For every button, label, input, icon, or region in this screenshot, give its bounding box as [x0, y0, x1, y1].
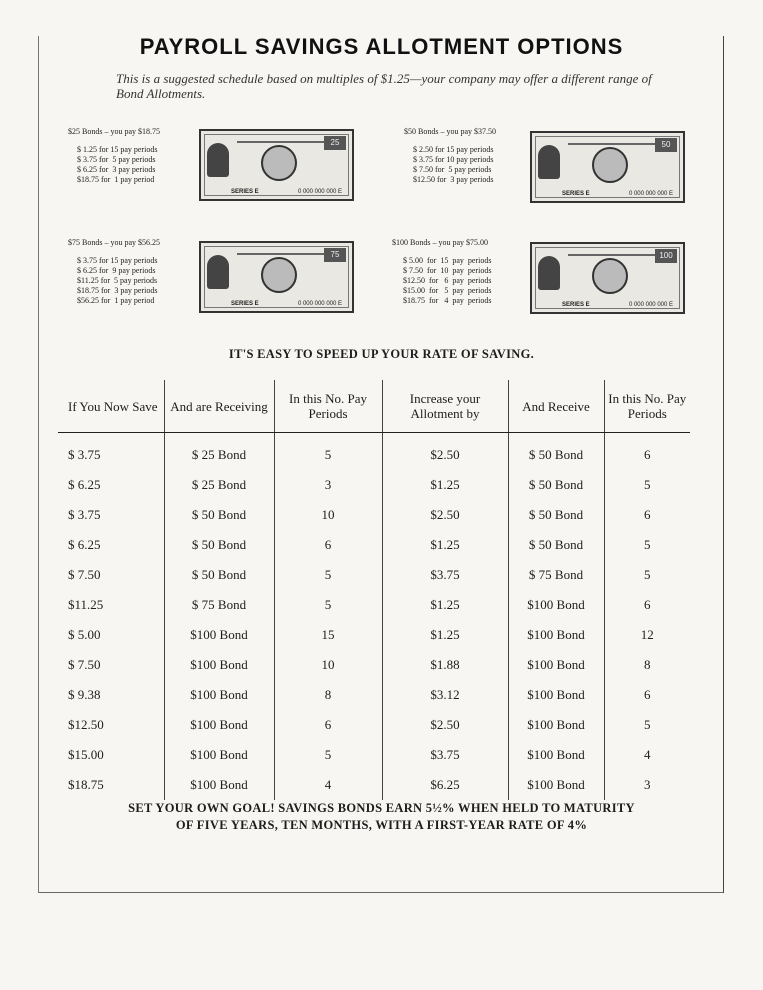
portrait-icon [207, 143, 229, 177]
portrait-icon [538, 256, 560, 290]
page-title: PAYROLL SAVINGS ALLOTMENT OPTIONS [139, 34, 624, 59]
column-header: In this No. Pay Periods [274, 380, 382, 433]
bond-payment-line: $ 7.50 for 10 pay periods [403, 266, 492, 275]
table-cell: $ 50 Bond [508, 530, 604, 560]
bond-denomination: 50 [655, 138, 677, 152]
table-cell: $3.12 [382, 680, 508, 710]
table-row [58, 560, 690, 590]
bond-heading: $50 Bonds – you pay $37.50 [404, 127, 496, 136]
table-cell: 5 [274, 590, 382, 620]
table-row [58, 620, 690, 650]
table-cell: 8 [274, 680, 382, 710]
bond-denomination: 100 [655, 249, 677, 263]
table-cell: $1.25 [382, 530, 508, 560]
portrait-icon [538, 145, 560, 179]
bond-denomination: 25 [324, 136, 346, 150]
table-cell: $100 Bond [508, 650, 604, 680]
bond-block-75 [68, 238, 398, 323]
eagle-seal-icon [592, 258, 628, 294]
table-cell: $ 50 Bond [508, 500, 604, 530]
table-cell: $2.50 [382, 433, 508, 471]
bond-payment-line: $15.00 for 5 pay periods [403, 286, 492, 295]
bond-payment-line: $ 6.25 for 9 pay periods [77, 266, 156, 275]
table-cell: $100 Bond [508, 740, 604, 770]
bond-certificate-image [530, 131, 685, 203]
table-cell: 5 [274, 433, 382, 471]
table-cell: $12.50 [68, 717, 104, 732]
table-cell: $6.25 [382, 770, 508, 800]
bond-heading: $100 Bonds – you pay $75.00 [392, 238, 488, 247]
table-cell: $ 50 Bond [508, 433, 604, 471]
bond-payment-line: $ 3.75 for 10 pay periods [413, 155, 494, 164]
bond-series: SERIES E [231, 189, 259, 195]
table-cell: $100 Bond [508, 680, 604, 710]
table-cell: $ 7.50 [68, 567, 101, 582]
bond-series: SERIES E [562, 302, 590, 308]
table-cell: $ 6.25 [68, 477, 101, 492]
table-cell: 4 [604, 740, 690, 770]
table-cell: 4 [274, 770, 382, 800]
table-cell: 5 [274, 560, 382, 590]
table-header-row [58, 380, 690, 433]
table-cell: $ 50 Bond [164, 530, 274, 560]
bond-payment-line: $18.75 for 4 pay periods [403, 296, 492, 305]
table-row [58, 740, 690, 770]
bond-payment-line: $ 2.50 for 15 pay periods [413, 145, 494, 154]
column-header: And are Receiving [164, 380, 274, 433]
bond-serial: 0 000 000 000 E [628, 302, 673, 308]
bond-heading: $75 Bonds – you pay $56.25 [68, 238, 160, 247]
eagle-seal-icon [261, 145, 297, 181]
table-row [58, 590, 690, 620]
table-cell: $ 3.75 [68, 447, 101, 462]
bond-heading: $25 Bonds – you pay $18.75 [68, 127, 160, 136]
bond-serial: 0 000 000 000 E [628, 191, 673, 197]
column-header: In this No. Pay Periods [604, 380, 690, 433]
table-cell: 10 [274, 500, 382, 530]
table-cell: $1.25 [382, 470, 508, 500]
table-cell: 5 [604, 530, 690, 560]
table-cell: 6 [604, 433, 690, 471]
bond-denomination: 75 [324, 248, 346, 262]
table-cell: 6 [604, 500, 690, 530]
bond-serial: 0 000 000 000 E [297, 301, 342, 307]
table-cell: $100 Bond [508, 710, 604, 740]
table-cell: $2.50 [382, 710, 508, 740]
intro-text: This is a suggested schedule based on multiples of $1.25—your company may offer a different range of Bond Allotments. [116, 71, 652, 101]
table-cell: $100 Bond [164, 740, 274, 770]
table-cell: $100 Bond [164, 620, 274, 650]
table-cell: $100 Bond [164, 680, 274, 710]
table-cell: $ 25 Bond [164, 433, 274, 471]
table-cell: $100 Bond [508, 590, 604, 620]
section-subheading: IT'S EASY TO SPEED UP YOUR RATE OF SAVING. [228, 347, 535, 361]
bond-payment-line: $ 5.00 for 15 pay periods [403, 256, 492, 265]
table-cell: $ 6.25 [68, 537, 101, 552]
bond-block-25 [68, 127, 398, 212]
table-cell: 5 [604, 710, 690, 740]
table-cell: $11.25 [68, 597, 104, 612]
table-cell: 5 [604, 560, 690, 590]
table-cell: 6 [604, 590, 690, 620]
table-cell: 3 [274, 470, 382, 500]
footer-line: SET YOUR OWN GOAL! SAVINGS BONDS EARN 5½% WHEN HELD TO MATURITY [128, 801, 635, 815]
table-cell: 12 [604, 620, 690, 650]
bond-payment-line: $18.75 for 1 pay period [77, 175, 155, 184]
table-body [58, 433, 690, 801]
table-cell: $2.50 [382, 500, 508, 530]
bond-payment-line: $12.50 for 3 pay periods [413, 175, 494, 184]
bond-payment-line: $ 3.75 for 15 pay periods [77, 256, 158, 265]
table-row [58, 530, 690, 560]
bond-block-50 [404, 127, 734, 212]
table-cell: $ 5.00 [68, 627, 101, 642]
portrait-icon [207, 255, 229, 289]
table-row [58, 500, 690, 530]
bond-serial: 0 000 000 000 E [297, 189, 342, 195]
table-cell: $100 Bond [508, 770, 604, 800]
bond-payment-line: $18.75 for 3 pay periods [77, 286, 158, 295]
table-cell: $ 50 Bond [164, 500, 274, 530]
table-cell: $18.75 [68, 777, 104, 792]
bond-payment-line: $ 1.25 for 15 pay periods [77, 145, 158, 154]
table-cell: 15 [274, 620, 382, 650]
eagle-seal-icon [261, 257, 297, 293]
table-cell: $100 Bond [164, 770, 274, 800]
table-cell: 3 [604, 770, 690, 800]
bond-certificate-image [530, 242, 685, 314]
bond-payment-line: $ 3.75 for 5 pay periods [77, 155, 156, 164]
table-cell: $1.25 [382, 590, 508, 620]
eagle-seal-icon [592, 147, 628, 183]
table-cell: $1.88 [382, 650, 508, 680]
column-header: Increase your Allotment by [382, 380, 508, 433]
table-cell: $ 75 Bond [508, 560, 604, 590]
table-cell: 6 [604, 680, 690, 710]
bond-series: SERIES E [562, 191, 590, 197]
bond-payment-line: $ 6.25 for 3 pay periods [77, 165, 156, 174]
table-cell: $ 75 Bond [164, 590, 274, 620]
savings-table [58, 380, 690, 800]
column-header: And Receive [508, 380, 604, 433]
table-cell: $3.75 [382, 560, 508, 590]
bond-payment-line: $11.25 for 5 pay periods [77, 276, 158, 285]
table-cell: $ 50 Bond [164, 560, 274, 590]
table-cell: 6 [274, 710, 382, 740]
table-cell: $ 9.38 [68, 687, 101, 702]
table-row [58, 650, 690, 680]
footer-note [0, 800, 763, 834]
table-cell: $ 7.50 [68, 657, 101, 672]
table-cell: $1.25 [382, 620, 508, 650]
table-cell: $ 50 Bond [508, 470, 604, 500]
bond-payment-line: $12.50 for 6 pay periods [403, 276, 492, 285]
column-header: If You Now Save [58, 380, 164, 433]
table-cell: $100 Bond [508, 620, 604, 650]
table-cell: $15.00 [68, 747, 104, 762]
bond-series: SERIES E [231, 301, 259, 307]
table-row [58, 710, 690, 740]
bond-payment-line: $56.25 for 1 pay period [77, 296, 155, 305]
table-cell: 5 [274, 740, 382, 770]
table-cell: $3.75 [382, 740, 508, 770]
table-cell: $100 Bond [164, 650, 274, 680]
table-cell: 8 [604, 650, 690, 680]
bond-block-100 [392, 238, 722, 323]
table-row [58, 770, 690, 800]
table-cell: $ 25 Bond [164, 470, 274, 500]
table-cell: 6 [274, 530, 382, 560]
table-cell: $100 Bond [164, 710, 274, 740]
table-cell: 10 [274, 650, 382, 680]
table-cell: $ 3.75 [68, 507, 101, 522]
bond-certificate-image [199, 241, 354, 313]
footer-line: OF FIVE YEARS, TEN MONTHS, WITH A FIRST-YEAR RATE OF 4% [175, 818, 588, 832]
allotment-table [58, 380, 690, 800]
table-row [58, 433, 690, 471]
bond-certificate-image [199, 129, 354, 201]
table-row [58, 680, 690, 710]
bond-payment-line: $ 7.50 for 5 pay periods [413, 165, 492, 174]
table-cell: 5 [604, 470, 690, 500]
table-row [58, 470, 690, 500]
